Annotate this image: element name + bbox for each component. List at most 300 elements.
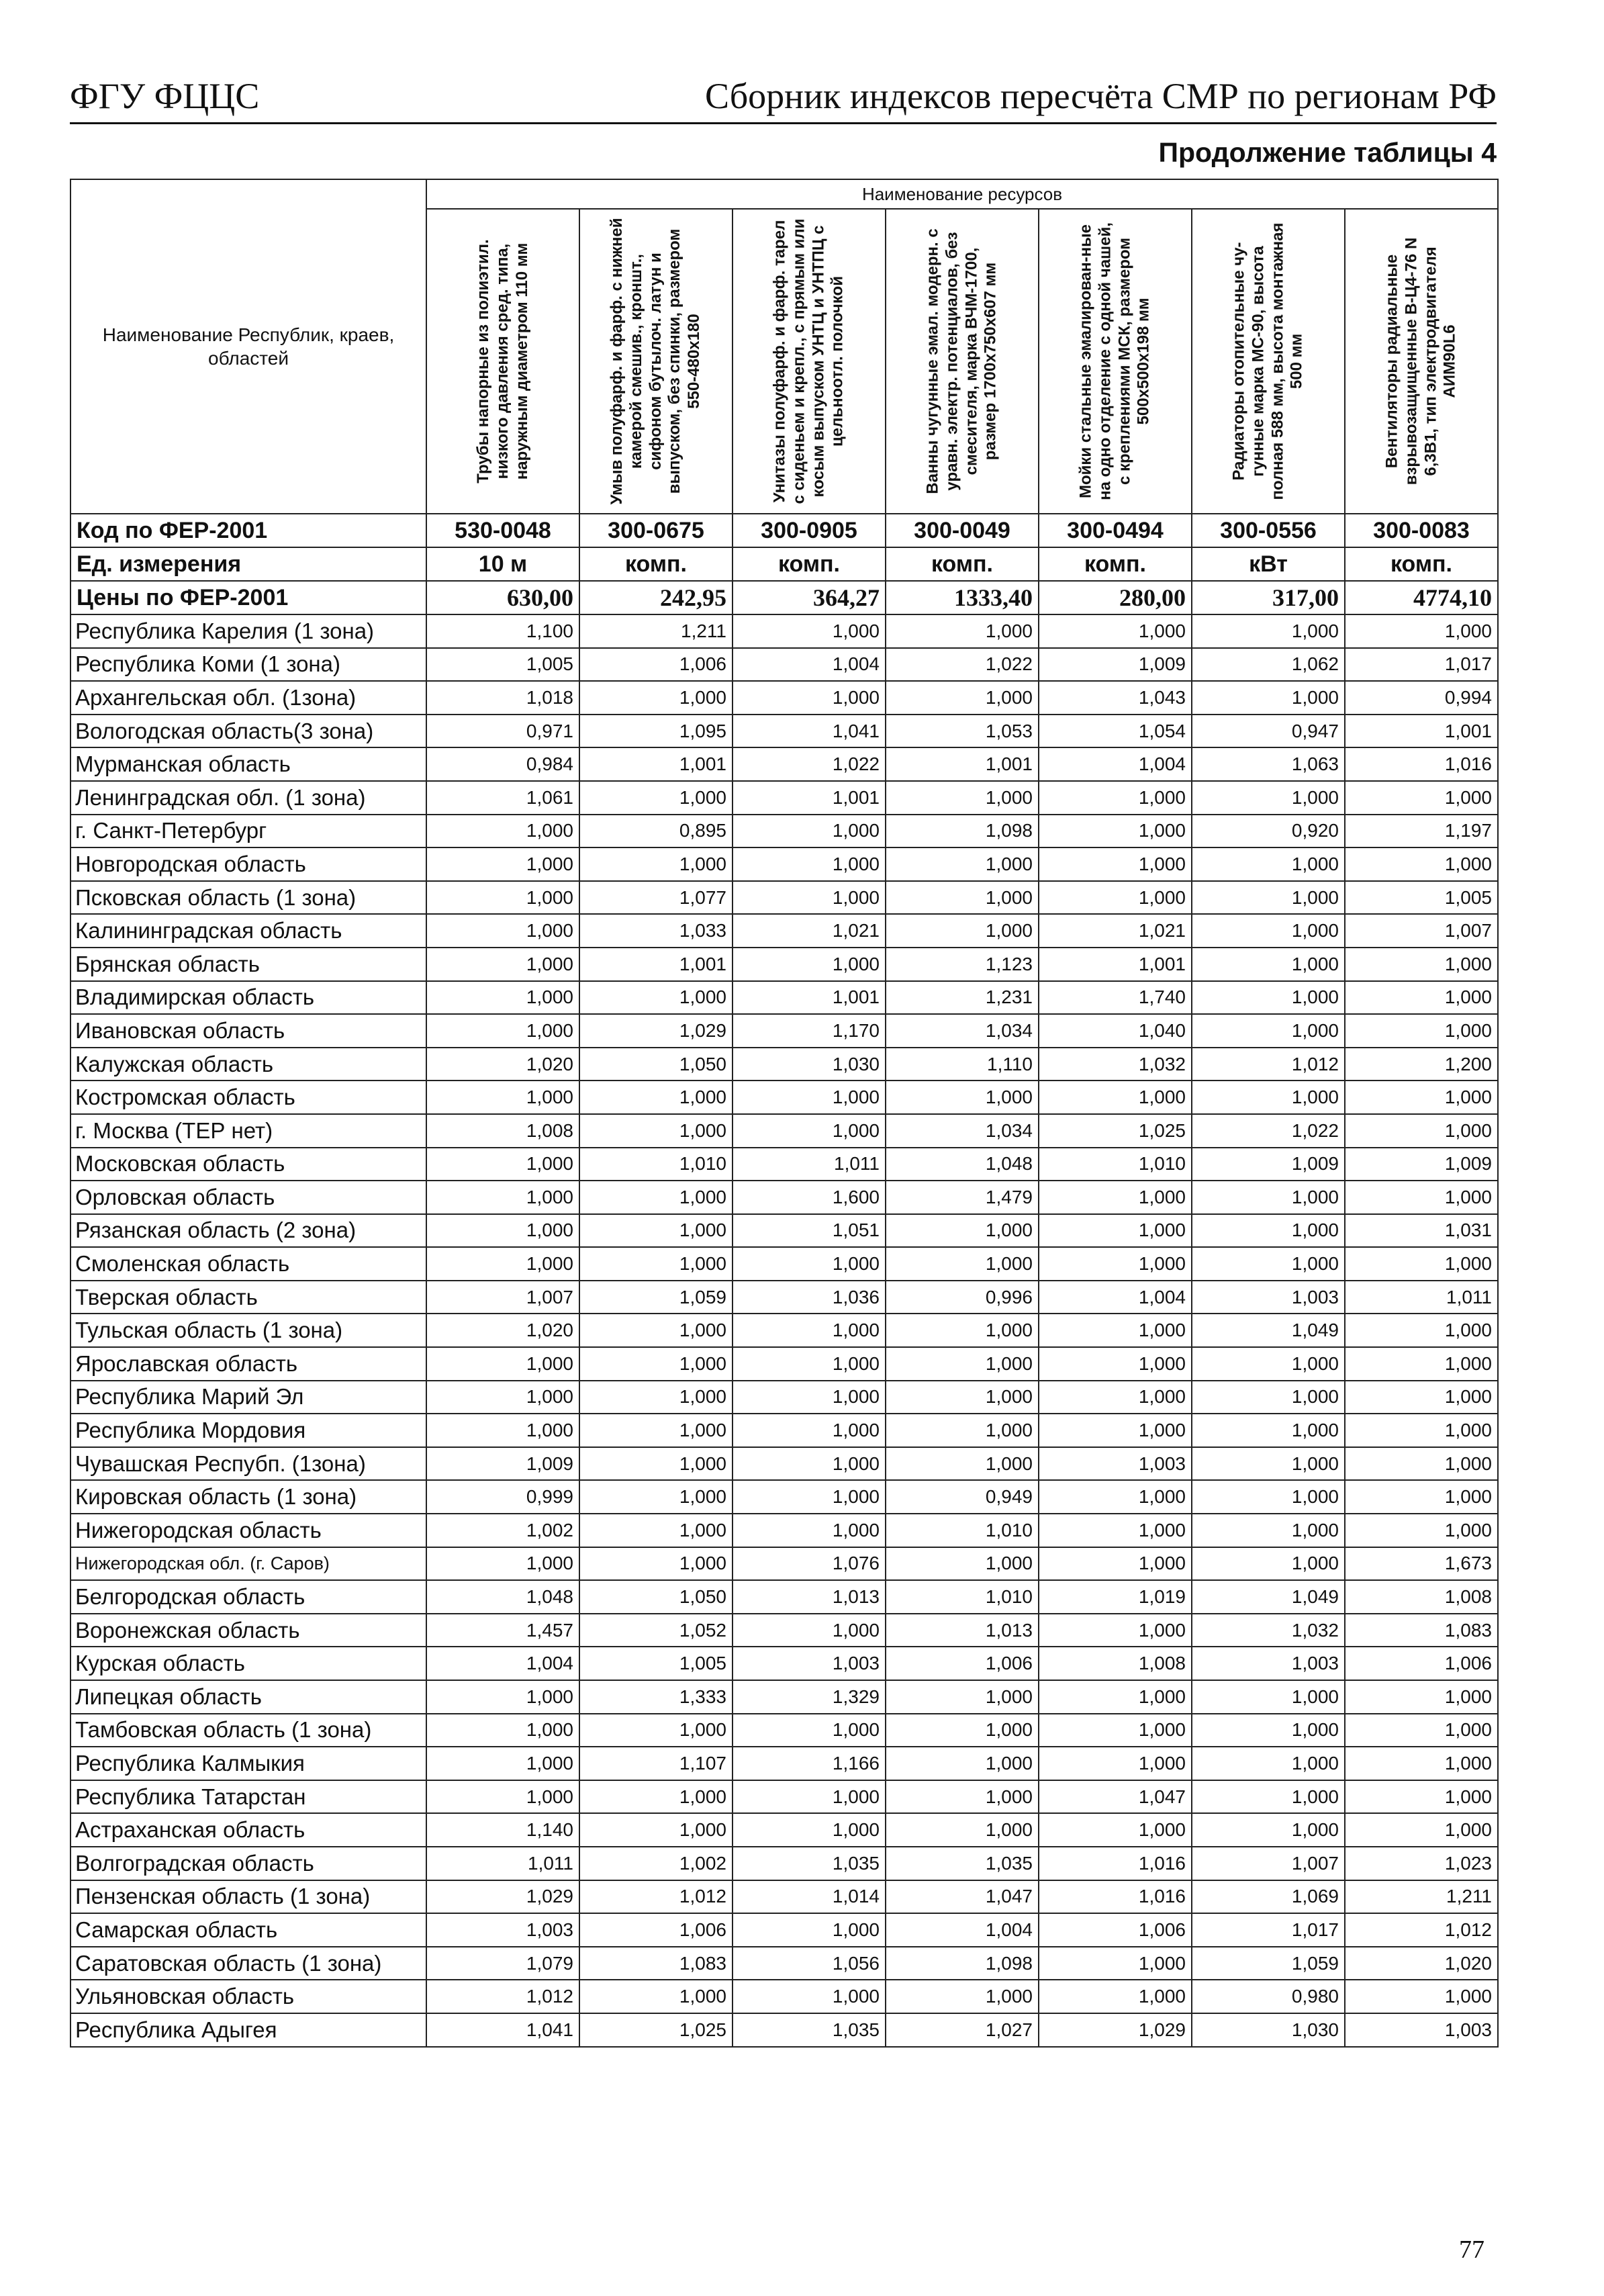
coefficient-cell: 1,032: [1192, 1614, 1345, 1647]
coefficient-cell: 1,043: [1039, 681, 1192, 715]
resource-name: Ванны чугунные эмал. модерн. с уравн. электр. потенциалов, без смесителя, марка ВЧМ-1700, размер 1700х750х607 мм: [923, 228, 1000, 494]
coefficient-cell: 1,000: [1192, 881, 1345, 915]
table-row: [70, 1148, 1498, 1181]
coefficients-table: [70, 179, 1499, 2048]
coefficient-cell: 1,000: [1039, 1714, 1192, 1747]
table-row: [70, 1880, 1498, 1914]
coefficient-cell: 1,000: [886, 1980, 1039, 2013]
coefficient-cell: 1,031: [1345, 1214, 1498, 1248]
coefficient-cell: 1,000: [1039, 1381, 1192, 1414]
table-row: [70, 1247, 1498, 1281]
coefficient-cell: 1,009: [1345, 1148, 1498, 1181]
resource-column-header: [733, 209, 886, 514]
resource-column-header: [579, 209, 733, 514]
coefficient-cell: 0,980: [1192, 1980, 1345, 2013]
coefficient-cell: 1,047: [886, 1880, 1039, 1914]
coefficient-cell: 1,000: [426, 1214, 579, 1248]
coefficient-cell: 1,013: [733, 1580, 886, 1614]
coefficient-cell: 0,996: [886, 1281, 1039, 1314]
resource-unit: комп.: [1039, 547, 1192, 581]
code-label: Код по ФЕР-2001: [70, 514, 426, 547]
region-name: Мурманская область: [70, 747, 426, 781]
resource-name: Мойки стальные эмалирован-ные на одно отделение с одной чашей, с креплениями МСК, размером 500х500х198 мм: [1076, 222, 1153, 500]
coefficient-cell: 1,008: [1039, 1647, 1192, 1680]
coefficient-cell: 1,000: [1345, 781, 1498, 815]
table-row: [70, 1714, 1498, 1747]
table-row: [70, 2013, 1498, 2047]
region-name: Республика Калмыкия: [70, 1747, 426, 1780]
coefficient-cell: 1,000: [579, 1480, 733, 1514]
coefficient-cell: 1,010: [1039, 1148, 1192, 1181]
region-name: Кировская область (1 зона): [70, 1480, 426, 1514]
coefficient-cell: 1,000: [886, 914, 1039, 948]
coefficient-cell: 1,000: [1192, 681, 1345, 715]
header-title: Сборник индексов пересчёта СМР по регионам РФ: [705, 76, 1497, 116]
coefficient-cell: 1,000: [1345, 1014, 1498, 1048]
coefficient-cell: 1,110: [886, 1048, 1039, 1081]
coefficient-cell: 1,000: [1192, 781, 1345, 815]
coefficient-cell: 1,010: [886, 1514, 1039, 1547]
coefficient-cell: 1,036: [733, 1281, 886, 1314]
region-name: Липецкая область: [70, 1680, 426, 1714]
region-name: Пензенская область (1 зона): [70, 1880, 426, 1914]
coefficient-cell: 1,079: [426, 1947, 579, 1980]
resource-unit: комп.: [733, 547, 886, 581]
coefficient-cell: 1,000: [1039, 1214, 1192, 1248]
resource-price: 630,00: [426, 581, 579, 614]
coefficient-cell: 1,000: [1039, 1480, 1192, 1514]
coefficient-cell: 1,004: [1039, 1281, 1192, 1314]
coefficient-cell: 1,019: [1039, 1580, 1192, 1614]
coefficient-cell: 1,000: [426, 1780, 579, 1814]
coefficient-cell: 1,000: [1345, 1680, 1498, 1714]
coefficient-cell: 1,018: [426, 681, 579, 715]
coefficient-cell: 1,017: [1192, 1913, 1345, 1947]
coefficient-cell: 1,011: [1345, 1281, 1498, 1314]
table-row: [70, 1114, 1498, 1148]
table-row: [70, 1281, 1498, 1314]
table-row: [70, 1580, 1498, 1614]
table-row: [70, 1181, 1498, 1214]
coefficient-cell: 1,001: [1345, 715, 1498, 748]
coefficient-cell: 1,000: [1345, 1780, 1498, 1814]
resource-name: Унитазы полуфарф. и фарф. тарел с сиденьем и крепл., с прямым или косым выпуском УНТЦ и УНТПЦ с цельноотл. полочкой: [770, 218, 847, 504]
coefficient-cell: 1,000: [886, 1247, 1039, 1281]
coefficient-cell: 1,000: [426, 948, 579, 981]
coefficient-cell: 1,740: [1039, 981, 1192, 1015]
resource-code: 300-0494: [1039, 514, 1192, 547]
table-row: [70, 1314, 1498, 1347]
coefficient-cell: 1,032: [1039, 1048, 1192, 1081]
coefficient-cell: 1,000: [426, 1680, 579, 1714]
coefficient-cell: 1,000: [1039, 1347, 1192, 1381]
resource-price: 364,27: [733, 581, 886, 614]
coefficient-cell: 1,006: [886, 1647, 1039, 1680]
coefficient-cell: 1,053: [886, 715, 1039, 748]
coefficient-cell: 1,457: [426, 1614, 579, 1647]
coefficient-cell: 1,000: [1039, 815, 1192, 848]
resource-price: 280,00: [1039, 581, 1192, 614]
coefficient-cell: 1,035: [886, 1847, 1039, 1880]
coefficient-cell: 1,000: [426, 881, 579, 915]
coefficient-cell: 1,020: [1345, 1947, 1498, 1980]
coefficient-cell: 1,000: [886, 681, 1039, 715]
region-name: Республика Адыгея: [70, 2013, 426, 2047]
coefficient-cell: 1,000: [1345, 1447, 1498, 1481]
table-row: [70, 1847, 1498, 1880]
table-row: [70, 1514, 1498, 1547]
coefficient-cell: 1,000: [1039, 1247, 1192, 1281]
coefficient-cell: 1,000: [733, 1347, 886, 1381]
coefficient-cell: 1,100: [426, 614, 579, 648]
region-name: Воронежская область: [70, 1614, 426, 1647]
coefficient-cell: 1,000: [1192, 1480, 1345, 1514]
coefficient-cell: 1,016: [1039, 1847, 1192, 1880]
coefficient-cell: 0,994: [1345, 681, 1498, 715]
coefficient-cell: 1,000: [1345, 1980, 1498, 2013]
table-row: [70, 1480, 1498, 1514]
coefficient-cell: 1,030: [733, 1048, 886, 1081]
coefficient-cell: 1,000: [1345, 1381, 1498, 1414]
coefficient-cell: 1,000: [579, 1347, 733, 1381]
coefficient-cell: 1,000: [1345, 1347, 1498, 1381]
coefficient-cell: 1,000: [886, 1813, 1039, 1847]
resource-code: 300-0049: [886, 514, 1039, 547]
table-row: [70, 1680, 1498, 1714]
coefficient-cell: 1,000: [733, 1314, 886, 1347]
region-name: Белгородская область: [70, 1580, 426, 1614]
table-row: [70, 1647, 1498, 1680]
coefficient-cell: 1,059: [579, 1281, 733, 1314]
coefficient-cell: 1,673: [1345, 1547, 1498, 1581]
coefficient-cell: 1,000: [426, 1181, 579, 1214]
coefficient-cell: 1,600: [733, 1181, 886, 1214]
coefficient-cell: 1,076: [733, 1547, 886, 1581]
coefficient-cell: 1,000: [1039, 1614, 1192, 1647]
resource-code: 300-0556: [1192, 514, 1345, 547]
resource-name: Умыв полуфарф. и фарф. с нижней камерой смешив., кроншт., сифоном бутылоч. латун и выпуском, без спинки, размером 550-480х180: [608, 218, 704, 505]
coefficient-cell: 1,000: [579, 1114, 733, 1148]
coefficient-cell: 1,000: [426, 1347, 579, 1381]
coefficient-cell: 1,007: [1345, 914, 1498, 948]
coefficient-cell: 1,049: [1192, 1580, 1345, 1614]
table-row: [70, 1913, 1498, 1947]
coefficient-cell: 1,000: [733, 1114, 886, 1148]
coefficient-cell: 1,029: [426, 1880, 579, 1914]
resource-code: 300-0905: [733, 514, 886, 547]
coefficient-cell: 1,022: [886, 648, 1039, 682]
price-label: Цены по ФЕР-2001: [70, 581, 426, 614]
region-name: Волгоградская область: [70, 1847, 426, 1880]
coefficient-cell: 1,140: [426, 1813, 579, 1847]
table-row: [70, 1447, 1498, 1481]
coefficient-cell: 1,166: [733, 1747, 886, 1780]
coefficient-cell: 1,001: [733, 781, 886, 815]
coefficient-cell: 1,000: [1345, 1480, 1498, 1514]
coefficient-cell: 1,211: [1345, 1880, 1498, 1914]
resource-unit: комп.: [579, 547, 733, 581]
coefficient-cell: 1,000: [1039, 1514, 1192, 1547]
coefficient-cell: 1,006: [579, 1913, 733, 1947]
coefficient-cell: 1,014: [733, 1880, 886, 1914]
coefficient-cell: 1,000: [733, 1414, 886, 1447]
coefficient-cell: 1,000: [1345, 1747, 1498, 1780]
table-row: [70, 781, 1498, 815]
coefficient-cell: 1,027: [886, 2013, 1039, 2047]
table-row: [70, 1947, 1498, 1980]
coefficient-cell: 1,000: [1345, 1314, 1498, 1347]
unit-label: Ед. измерения: [70, 547, 426, 581]
coefficient-cell: 1,009: [1192, 1148, 1345, 1181]
table-row: [70, 1014, 1498, 1048]
table-row: [70, 614, 1498, 648]
resource-column-header: [1039, 209, 1192, 514]
region-name: Архангельская обл. (1зона): [70, 681, 426, 715]
coefficient-cell: 1,000: [886, 1780, 1039, 1814]
region-name: Рязанская область (2 зона): [70, 1214, 426, 1248]
coefficient-cell: 0,971: [426, 715, 579, 748]
table-row: [70, 1214, 1498, 1248]
coefficient-cell: 1,197: [1345, 815, 1498, 848]
region-name: Смоленская область: [70, 1247, 426, 1281]
coefficient-cell: 1,010: [886, 1580, 1039, 1614]
coefficient-cell: 1,029: [1039, 2013, 1192, 2047]
region-name: Республика Коми (1 зона): [70, 648, 426, 682]
coefficient-cell: 1,000: [733, 948, 886, 981]
coefficient-cell: 1,000: [1345, 1514, 1498, 1547]
coefficient-cell: 1,000: [426, 1414, 579, 1447]
coefficient-cell: 1,000: [1345, 1414, 1498, 1447]
coefficient-cell: 1,006: [1345, 1647, 1498, 1680]
coefficient-cell: 1,012: [426, 1980, 579, 2013]
region-name: Астраханская область: [70, 1813, 426, 1847]
coefficient-cell: 1,000: [426, 914, 579, 948]
region-name: Ульяновская область: [70, 1980, 426, 2013]
region-column-header: Наименование Республик, краев, областей: [70, 179, 426, 514]
coefficient-cell: 1,000: [733, 1247, 886, 1281]
coefficient-cell: 1,000: [886, 614, 1039, 648]
resource-price: 242,95: [579, 581, 733, 614]
coefficient-cell: 1,000: [426, 815, 579, 848]
coefficient-cell: 1,000: [886, 1447, 1039, 1481]
table-row: [70, 1780, 1498, 1814]
coefficient-cell: 1,062: [1192, 648, 1345, 682]
coefficient-cell: 1,211: [579, 614, 733, 648]
resource-column-header: [886, 209, 1039, 514]
coefficient-cell: 1,020: [426, 1314, 579, 1347]
coefficient-cell: 1,012: [1192, 1048, 1345, 1081]
coefficient-cell: 1,048: [886, 1148, 1039, 1181]
coefficient-cell: 1,059: [1192, 1947, 1345, 1980]
coefficient-cell: 1,025: [579, 2013, 733, 2047]
coefficient-cell: 1,000: [579, 847, 733, 881]
price-row: [70, 581, 1498, 614]
region-name: Республика Татарстан: [70, 1780, 426, 1814]
resource-price: 4774,10: [1345, 581, 1498, 614]
coefficient-cell: 1,001: [579, 948, 733, 981]
coefficient-cell: 1,000: [733, 847, 886, 881]
coefficient-cell: 1,000: [1192, 1214, 1345, 1248]
coefficient-cell: 1,000: [886, 847, 1039, 881]
coefficient-cell: 1,000: [733, 1913, 886, 1947]
region-name: Костромская область: [70, 1081, 426, 1114]
coefficient-cell: 1,000: [1345, 948, 1498, 981]
region-name: Псковская область (1 зона): [70, 881, 426, 915]
resource-name: Трубы напорные из полиэтил. низкого давления сред. типа, наружным диаметром 110 мм: [473, 239, 531, 484]
region-name: Вологодская область(3 зона): [70, 715, 426, 748]
region-name: Самарская область: [70, 1913, 426, 1947]
coefficient-cell: 1,021: [1039, 914, 1192, 948]
coefficient-cell: 1,000: [733, 1714, 886, 1747]
coefficient-cell: 1,030: [1192, 2013, 1345, 2047]
coefficient-cell: 1,034: [886, 1114, 1039, 1148]
table-row: [70, 747, 1498, 781]
coefficient-cell: 1,016: [1039, 1880, 1192, 1914]
coefficient-cell: 1,000: [579, 981, 733, 1015]
region-name: Новгородская область: [70, 847, 426, 881]
coefficient-cell: 1,231: [886, 981, 1039, 1015]
table-row: [70, 1813, 1498, 1847]
coefficient-cell: 1,000: [1039, 1980, 1192, 2013]
coefficient-cell: 1,000: [1192, 1447, 1345, 1481]
coefficient-cell: 1,069: [1192, 1880, 1345, 1914]
coefficient-cell: 1,000: [1039, 1947, 1192, 1980]
coefficient-cell: 1,000: [1192, 1514, 1345, 1547]
resource-column-header: [426, 209, 579, 514]
coefficient-cell: 1,000: [733, 614, 886, 648]
coefficient-cell: 1,016: [1345, 747, 1498, 781]
coefficient-cell: 1,000: [579, 1780, 733, 1814]
region-name: Калужская область: [70, 1048, 426, 1081]
coefficient-cell: 1,000: [1039, 1747, 1192, 1780]
coefficient-cell: 1,000: [1039, 1181, 1192, 1214]
coefficient-cell: 1,000: [1192, 1181, 1345, 1214]
coefficient-cell: 1,003: [1192, 1647, 1345, 1680]
coefficient-cell: 1,029: [579, 1014, 733, 1048]
table-row: [70, 1547, 1498, 1581]
coefficient-cell: 1,000: [733, 815, 886, 848]
table-row: [70, 815, 1498, 848]
coefficient-cell: 1,000: [426, 1014, 579, 1048]
coefficient-cell: 1,000: [1192, 1813, 1345, 1847]
coefficient-cell: 1,000: [426, 1747, 579, 1780]
resource-name: Вентиляторы радиальные взрывозащищенные В-Ц4-76 N 6,3В1, тип электродвигателя АИМ90L6: [1382, 237, 1459, 486]
region-name: Нижегородская обл. (г. Саров): [70, 1547, 426, 1581]
region-name: Тверская область: [70, 1281, 426, 1314]
coefficient-cell: 1,000: [1192, 1014, 1345, 1048]
coefficient-cell: 0,947: [1192, 715, 1345, 748]
coefficient-cell: 1,000: [1192, 1381, 1345, 1414]
coefficient-cell: 1,001: [579, 747, 733, 781]
coefficient-cell: 1,000: [426, 847, 579, 881]
coefficient-cell: 1,000: [579, 681, 733, 715]
coefficient-cell: 1,004: [1039, 747, 1192, 781]
coefficient-cell: 1,009: [426, 1447, 579, 1481]
coefficient-cell: 1,083: [579, 1947, 733, 1980]
region-name: Республика Карелия (1 зона): [70, 614, 426, 648]
coefficient-cell: 1,000: [1192, 847, 1345, 881]
unit-row: [70, 547, 1498, 581]
coefficient-cell: 1,000: [886, 1214, 1039, 1248]
coefficient-cell: 1,000: [1345, 1181, 1498, 1214]
resource-column-header: [1192, 209, 1345, 514]
coefficient-cell: 1,002: [579, 1847, 733, 1880]
coefficient-cell: 1,022: [733, 747, 886, 781]
coefficient-cell: 1,001: [733, 981, 886, 1015]
coefficient-cell: 1,007: [426, 1281, 579, 1314]
coefficient-cell: 1,005: [579, 1647, 733, 1680]
table-row: [70, 1048, 1498, 1081]
coefficient-cell: 1,009: [1039, 648, 1192, 682]
coefficient-cell: 1,011: [426, 1847, 579, 1880]
coefficient-cell: 1,000: [886, 1714, 1039, 1747]
coefficient-cell: 1,000: [1039, 614, 1192, 648]
coefficient-cell: 1,000: [1192, 1547, 1345, 1581]
coefficient-cell: 1,000: [886, 1381, 1039, 1414]
coefficient-cell: 1,000: [1345, 981, 1498, 1015]
coefficient-cell: 1,000: [1039, 1547, 1192, 1581]
coefficient-cell: 1,003: [1039, 1447, 1192, 1481]
coefficient-cell: 1,000: [1192, 1347, 1345, 1381]
coefficient-cell: 1,000: [886, 1747, 1039, 1780]
coefficient-cell: 1,000: [579, 1813, 733, 1847]
coefficient-cell: 1,051: [733, 1214, 886, 1248]
coefficient-cell: 1,000: [886, 1081, 1039, 1114]
coefficient-cell: 1,000: [426, 1081, 579, 1114]
table-row: [70, 1614, 1498, 1647]
coefficient-cell: 1,034: [886, 1014, 1039, 1048]
region-name: Владимирская область: [70, 981, 426, 1015]
coefficient-cell: 1,047: [1039, 1780, 1192, 1814]
region-name: Ленинградская обл. (1 зона): [70, 781, 426, 815]
region-name: Чувашская Респубп. (1зона): [70, 1447, 426, 1481]
coefficient-cell: 1,329: [733, 1680, 886, 1714]
coefficient-cell: 1,021: [733, 914, 886, 948]
table-row: [70, 681, 1498, 715]
coefficient-cell: 1,083: [1345, 1614, 1498, 1647]
table-row: [70, 1980, 1498, 2013]
table-row: [70, 847, 1498, 881]
coefficient-cell: 1,000: [579, 1414, 733, 1447]
region-name: г. Москва (ТЕР нет): [70, 1114, 426, 1148]
coefficient-cell: 1,000: [886, 781, 1039, 815]
coefficient-cell: 1,054: [1039, 715, 1192, 748]
table-body: [70, 514, 1498, 2047]
coefficient-cell: 1,048: [426, 1580, 579, 1614]
coefficient-cell: 1,000: [1192, 948, 1345, 981]
coefficient-cell: 1,061: [426, 781, 579, 815]
coefficient-cell: 1,000: [1039, 1081, 1192, 1114]
coefficient-cell: 1,000: [733, 1381, 886, 1414]
coefficient-cell: 1,000: [579, 1181, 733, 1214]
coefficient-cell: 1,025: [1039, 1114, 1192, 1148]
coefficient-cell: 1,000: [1192, 914, 1345, 948]
coefficient-cell: 1,000: [426, 1381, 579, 1414]
region-name: Тамбовская область (1 зона): [70, 1714, 426, 1747]
coefficient-cell: 1,000: [886, 1347, 1039, 1381]
coefficient-cell: 1,012: [1345, 1913, 1498, 1947]
code-row: [70, 514, 1498, 547]
region-name: Курская область: [70, 1647, 426, 1680]
resource-name: Радиаторы отопительные чу-гунные марка МС-90, высота полная 588 мм, высота монтажная 500 мм: [1229, 222, 1306, 500]
coefficient-cell: 1,013: [886, 1614, 1039, 1647]
coefficient-cell: 1,000: [1039, 1813, 1192, 1847]
coefficient-cell: 1,000: [426, 1247, 579, 1281]
coefficient-cell: 1,000: [886, 881, 1039, 915]
coefficient-cell: 1,000: [1192, 1747, 1345, 1780]
table-row: [70, 981, 1498, 1015]
coefficient-cell: 1,000: [579, 1547, 733, 1581]
